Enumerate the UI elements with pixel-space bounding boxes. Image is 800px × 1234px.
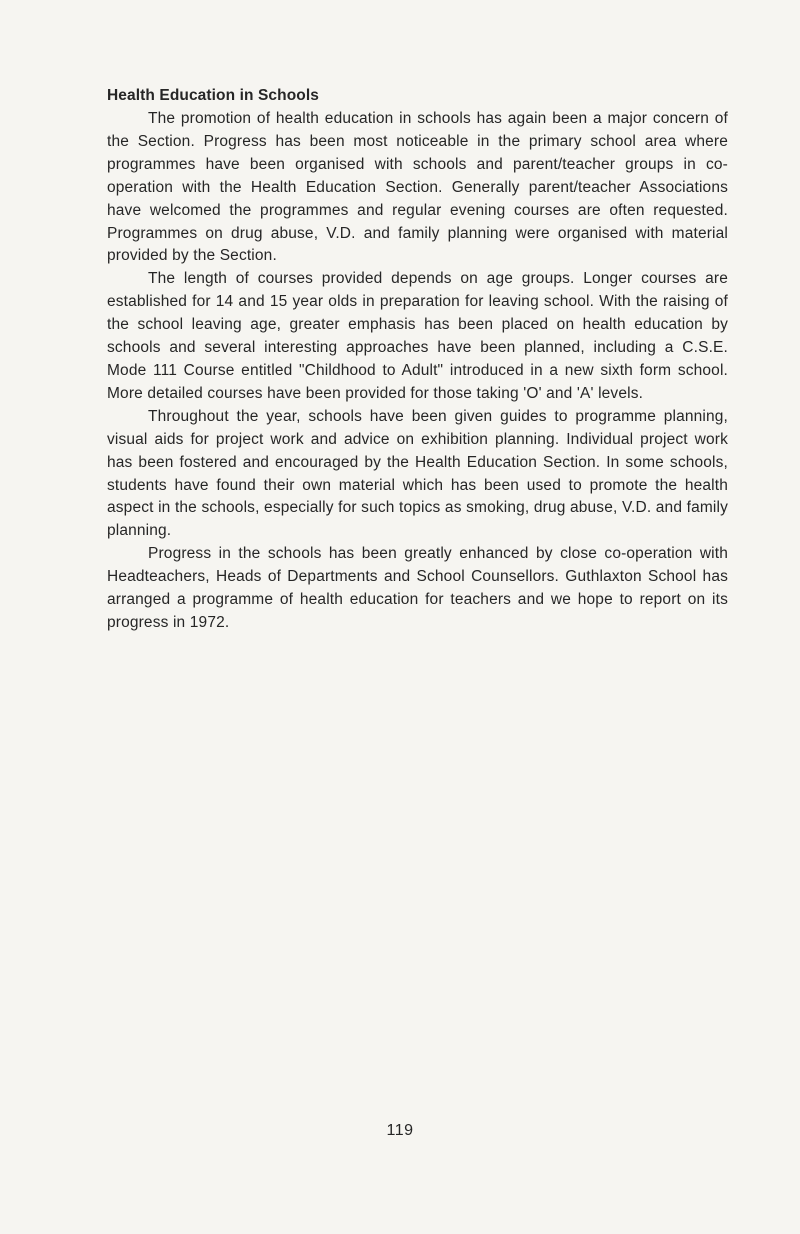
page-number: 119: [386, 1122, 414, 1139]
paragraph: Throughout the year, schools have been given guides to programme planning, visual aids for project work and advice on exhibition planning. Individual project work has been fostered and encouraged by the Health Education Section. In some schools, students have found their own material which has been used to promote the health aspect in the schools, especially for such topics as smoking, drug abuse, V.D. and family planning.: [107, 407, 728, 540]
page-content: [107, 84, 728, 635]
paragraph: The promotion of health education in schools has again been a major concern of the Section. Progress has been most noticeable in the primary school area where programmes have been organised with schools and parent/teacher groups in co-operation with the Health Education Section. Generally parent/teacher Associations have welcomed the programmes and regular evening courses are often requested. Programmes on drug abuse, V.D. and family planning were organised with material provided by the Section.: [107, 110, 728, 265]
paragraph: Progress in the schools has been greatly enhanced by close co-operation with Headteachers, Heads of Departments and School Counsellors. Guthlaxton School has arranged a programme of health education for teachers and we hope to report on its progress in 1972.: [107, 545, 728, 631]
paragraph: The length of courses provided depends on age groups. Longer courses are established for 14 and 15 year olds in preparation for leaving school. With the raising of the school leaving age, greater emphasis has been placed on health education by schools and several interesting approaches have been planned, including a C.S.E. Mode 111 Course entitled "Childhood to Adult" introduced in a new sixth form school. More detailed courses have been provided for those taking 'O' and 'A' levels.: [107, 270, 728, 402]
section-heading: Health Education in Schools: [107, 87, 319, 104]
